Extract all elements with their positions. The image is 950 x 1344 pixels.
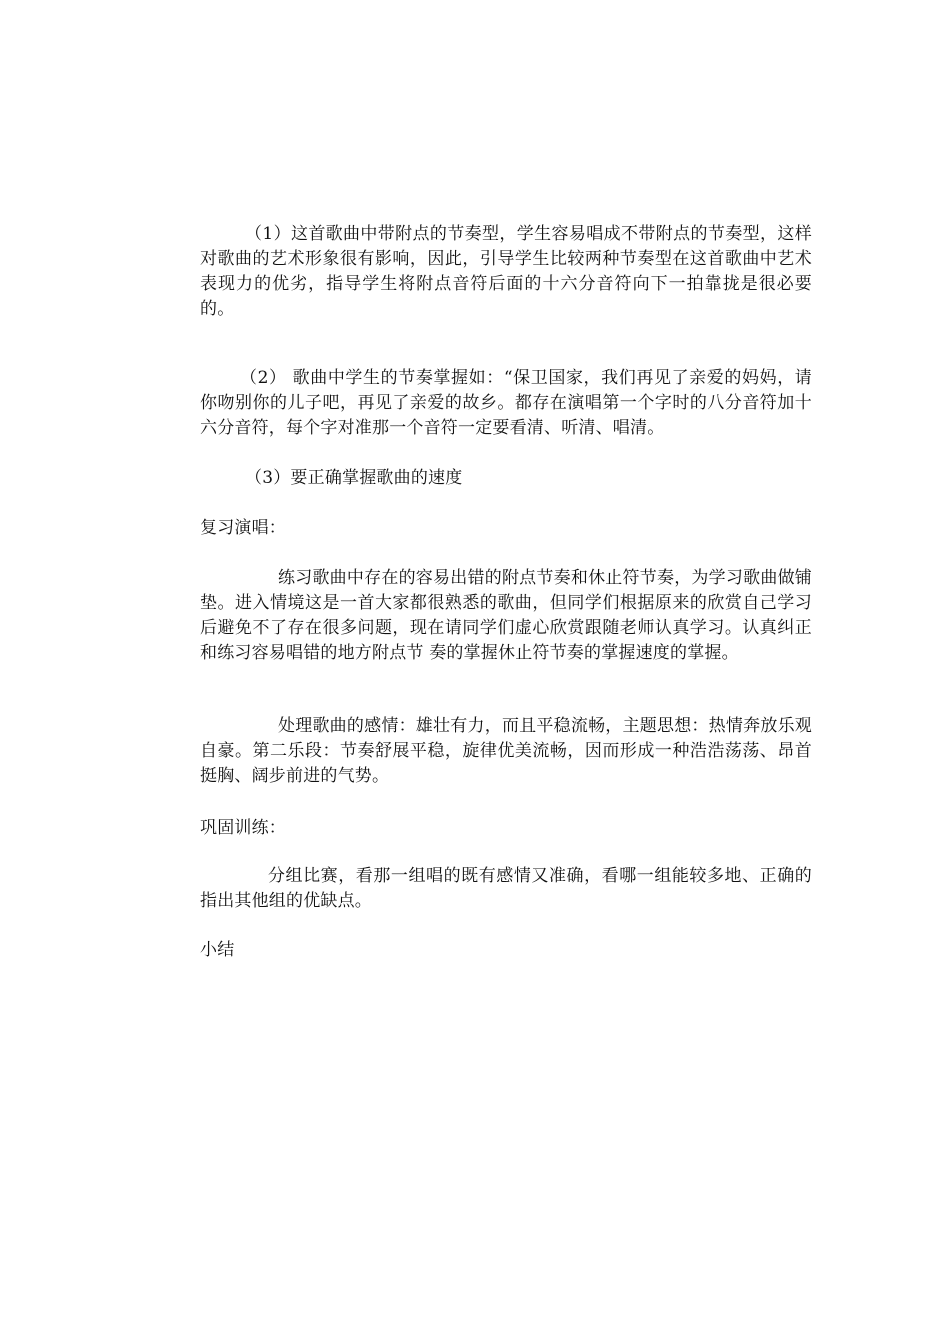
paragraph-group-contest: 分组比赛，看那一组唱的既有感情又准确，看哪一组能较多地、正确的指出其他组的优缺点。 (200, 866, 812, 911)
paragraph-rhythm-dotted: （1）这首歌曲中带附点的节奏型，学生容易唱成不带附点的节奏型，这样对歌曲的艺术形象很有影响，因此，引导学生比较两种节奏型在这首歌曲中艺术表现力的优劣，指导学生将附点音符后面的十六分音符向下一拍靠拢是很必要的。 (200, 224, 812, 319)
heading-summary: 小结 (200, 940, 235, 960)
heading-review-singing: 复习演唱： (200, 518, 286, 538)
paragraph-practice: 练习歌曲中存在的容易出错的附点节奏和休止符节奏，为学习歌曲做铺垫。进入情境这是一首大家都很熟悉的歌曲，但同学们根据原来的欣赏自己学习后避免不了存在很多问题，现在请同学们虚心欣赏跟随老师认真学习。认真纠正和练习容易唱错的地方附点节 奏的掌握休止符节奏的掌握速度的掌握。 (200, 568, 812, 663)
paragraph-emotion: 处理歌曲的感情：雄壮有力，而且平稳流畅，主题思想：热情奔放乐观自豪。第二乐段：节奏舒展平稳，旋律优美流畅，因而形成一种浩浩荡荡、昂首挺胸、阔步前进的气势。 (200, 716, 812, 786)
heading-consolidation: 巩固训练： (200, 818, 286, 838)
paragraph-tempo: （3）要正确掌握歌曲的速度 (245, 468, 463, 488)
paragraph-rhythm-mastery: （2） 歌曲中学生的节奏掌握如：“保卫国家，我们再见了亲爱的妈妈，请你吻别你的儿子吧，再见了亲爱的故乡。都存在演唱第一个字时的八分音符加十六分音符，每个字对准那一个音符一定要看清、听清、唱清。 (200, 368, 812, 438)
